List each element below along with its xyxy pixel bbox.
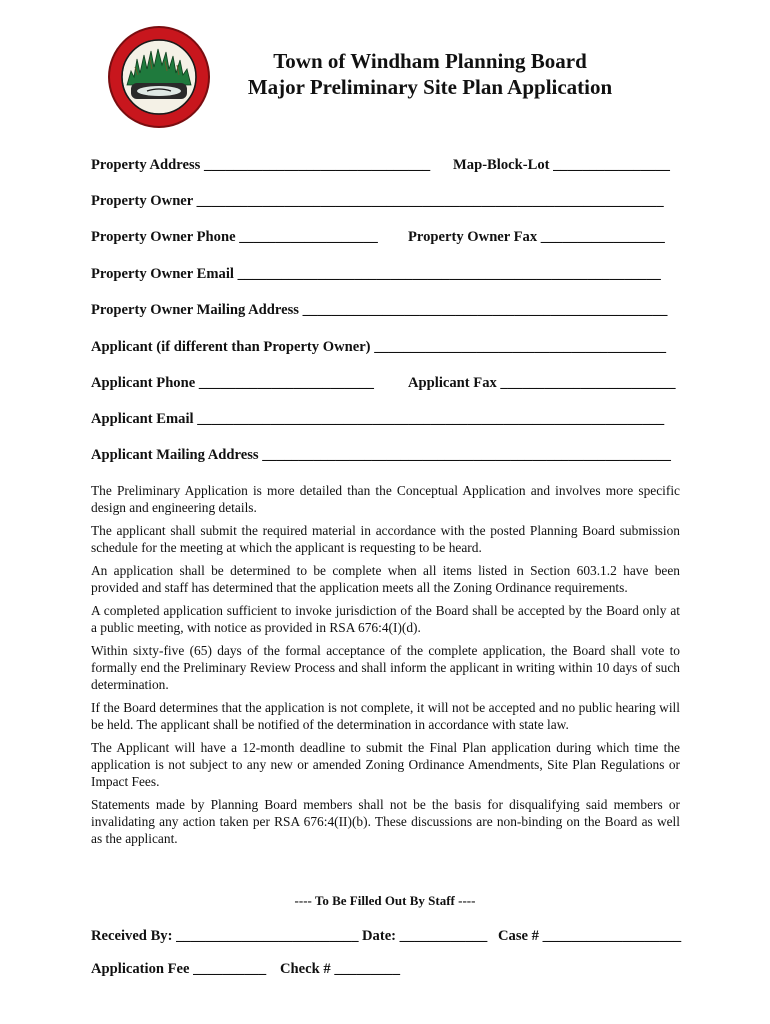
instructions-section — [91, 482, 680, 853]
instruction-paragraph: The applicant shall submit the required material in accordance with the posted Planning Board submission schedule for the meeting at which the applicant is requesting to be heard. — [91, 523, 680, 555]
instruction-paragraph: An application shall be determined to be complete when all items listed in Section 603.1.2 have been provided and staff has determined that the application meets all the Zoning Ordinance requirements. — [91, 563, 680, 595]
map-block-lot-field[interactable]: Map-Block-Lot ________________ — [453, 157, 670, 173]
property-owner-field[interactable]: Property Owner ________________________________________________________________ — [91, 193, 664, 209]
applicant-mailing-address-field[interactable]: Applicant Mailing Address ________________________________________________________ — [91, 447, 671, 463]
property-address-field[interactable]: Property Address _______________________________ — [91, 157, 431, 173]
instruction-paragraph: The Preliminary Application is more detailed than the Conceptual Application and involves more specific design and engineering details. — [91, 483, 680, 515]
applicant-email-field[interactable]: Applicant Email ________________________________________________________________ — [91, 411, 665, 427]
owner-fax-field[interactable]: Property Owner Fax _________________ — [408, 229, 665, 245]
instruction-paragraph: A completed application sufficient to invoke jurisdiction of the Board shall be accepted by the Board only at a public meeting, with notice as provided in RSA 676:4(I)(d). — [91, 603, 680, 635]
owner-phone-field[interactable]: Property Owner Phone ___________________ — [91, 229, 378, 245]
staff-section-heading: ---- To Be Filled Out By Staff ---- — [294, 893, 476, 908]
applicant-fax-field[interactable]: Applicant Fax ________________________ — [408, 375, 676, 391]
received-by-field[interactable]: Received By: _________________________ — [91, 928, 359, 944]
owner-mailing-address-field[interactable]: Property Owner Mailing Address __________________________________________________ — [91, 302, 668, 318]
document-title: Town of Windham Planning Board — [273, 49, 587, 73]
instruction-paragraph: Statements made by Planning Board members shall not be the basis for disqualifying said members or invalidating any action taken per RSA 676:4(II)(b). These discussions are non-binding on the Board as well as the applicant. — [91, 797, 680, 846]
applicant-phone-field[interactable]: Applicant Phone ________________________ — [91, 375, 374, 391]
owner-email-field[interactable]: Property Owner Email __________________________________________________________ — [91, 266, 661, 282]
document-subtitle: Major Preliminary Site Plan Application — [247, 75, 613, 99]
applicant-field[interactable]: Applicant (if different than Property Owner) ________________________________________ — [91, 339, 667, 355]
application-fee-field[interactable]: Application Fee __________ — [91, 961, 267, 977]
title-block — [220, 48, 640, 100]
instruction-paragraph: Within sixty-five (65) days of the formal acceptance of the complete application, the Board shall vote to formally end the Preliminary Review Process and shall inform the applicant in writing within 10 days of such determination. — [91, 643, 680, 692]
instruction-paragraph: The Applicant will have a 12-month deadline to submit the Final Plan application during which time the application is not subject to any new or amended Zoning Ordinance Amendments, Site Plan Regulations or Impact Fees. — [91, 740, 680, 789]
town-seal-logo — [107, 25, 211, 129]
case-number-field[interactable]: Case # ___________________ — [498, 928, 682, 944]
instruction-paragraph: If the Board determines that the application is not complete, it will not be accepted and no public hearing will be held. The applicant shall be notified of the determination in accordance with state law. — [91, 700, 680, 732]
date-field[interactable]: Date: ____________ — [362, 928, 488, 944]
check-number-field[interactable]: Check # _________ — [280, 961, 400, 977]
